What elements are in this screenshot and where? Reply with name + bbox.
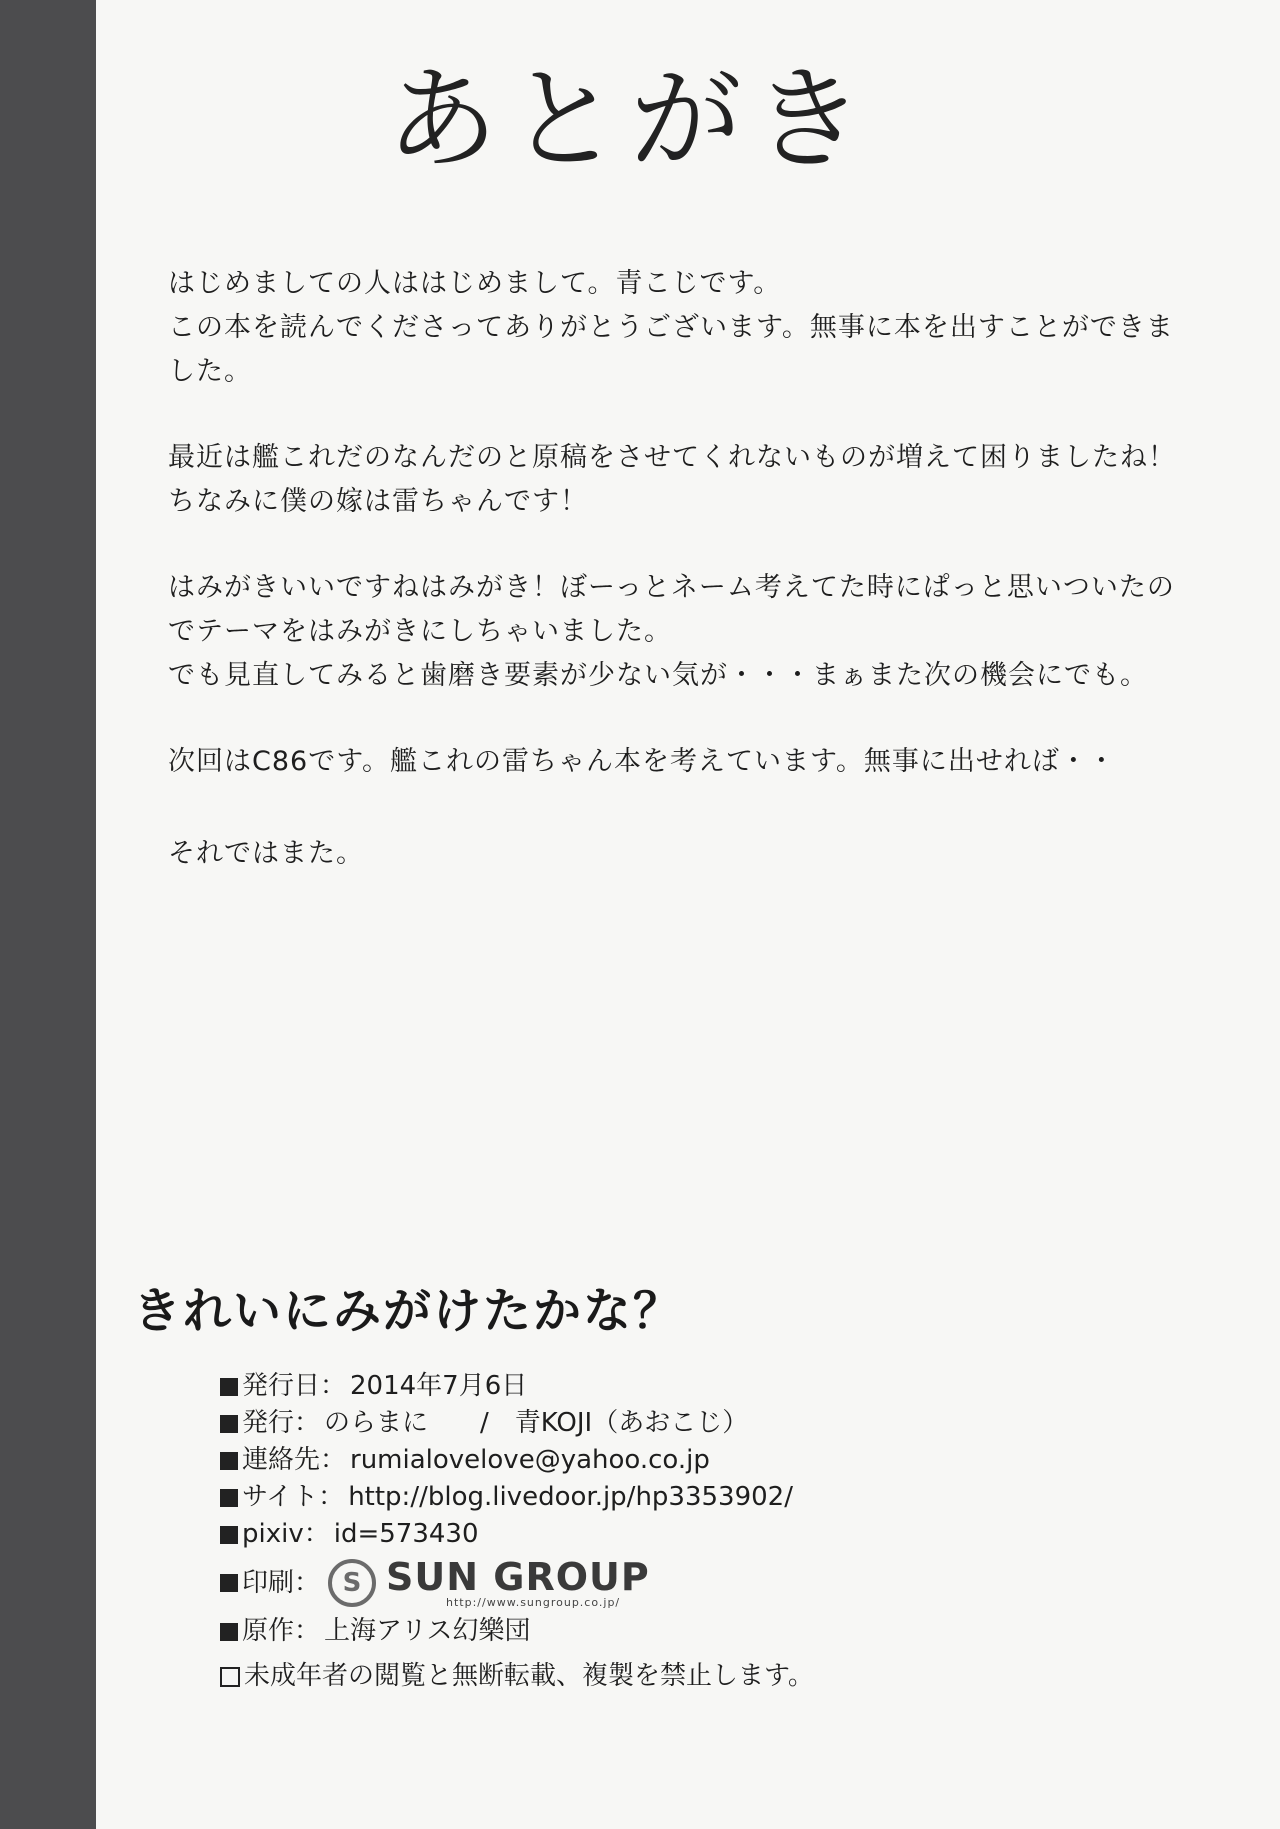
publisher-label: 発行： [242,1408,321,1438]
site-label: サイト： [242,1482,345,1512]
paragraph [168,436,1268,524]
colophon [220,1368,1020,1695]
contact-row [220,1442,1020,1479]
afterword-body [168,262,1268,918]
text-line: はじめましての人ははじめまして。青こじです。 [168,268,782,299]
text-line: でテーマをはみがきにしちゃいました。 [168,616,672,647]
text-line: はみがきいいですねはみがき！ぼーっとネーム考えてた時にぱっと思いついたの [168,572,1175,603]
paragraph [168,262,1268,394]
bullet-square-icon [220,1574,238,1592]
printing-label: 印刷： [242,1567,321,1598]
original-label: 原作： [242,1616,321,1646]
paragraph [168,566,1268,698]
text-line: 最近は艦これだのなんだのと原稿をさせてくれないものが増えて困りましたね！ [168,442,1176,473]
publisher-value: のらまに / 青KOJI（あおこじ） [324,1408,749,1438]
bullet-open-square-icon [220,1667,240,1687]
notice-row [220,1658,1020,1695]
sun-group-logo [328,1557,650,1609]
bullet-square-icon [220,1526,238,1544]
text-line: した。 [168,356,252,387]
pixiv-row [220,1516,1020,1553]
site-url: http://blog.livedoor.jp/hp3353902/ [348,1482,793,1512]
text-line: 次回はC86です。艦これの雷ちゃん本を考えています。無事に出せれば・・ [168,746,1116,777]
printing-row [220,1553,1020,1613]
publisher-row [220,1405,1020,1442]
issue-date-label: 発行日： [242,1371,347,1401]
paragraph [168,740,1268,784]
bullet-square-icon [220,1415,238,1433]
issue-date-row [220,1368,1020,1405]
issue-date-value: 2014年7月6日 [350,1371,528,1401]
site-row [220,1479,1020,1516]
printer-url: http://www.sungroup.co.jp/ [446,1596,621,1609]
paragraph [168,832,1268,876]
contact-label: 連絡先： [242,1445,347,1475]
colophon-book-title: きれいにみがけたかな？ [133,1283,684,1339]
bullet-square-icon [220,1378,238,1396]
binding-spine [0,0,96,1829]
notice-text: 未成年者の閲覧と無断転載、複製を禁止します。 [244,1661,814,1691]
pixiv-id: id=573430 [333,1519,479,1549]
sun-group-logo-icon: S [328,1559,376,1607]
original-value: 上海アリス幻樂団 [324,1616,531,1646]
text-line: この本を読んでくださってありがとうございます。無事に本を出すことができま [168,312,1174,343]
bullet-square-icon [220,1623,238,1641]
sun-group-logo-text [386,1557,650,1609]
pixiv-label: pixiv： [242,1519,330,1549]
bullet-square-icon [220,1489,238,1507]
printer-name: SUN GROUP [386,1555,650,1599]
text-line: それではまた。 [168,838,364,869]
original-row [220,1613,1020,1650]
text-line: でも見直してみると歯磨き要素が少ない気が・・・まぁまた次の機会にでも。 [168,660,1148,691]
text-line: ちなみに僕の嫁は雷ちゃんです！ [168,486,588,517]
page-title: あとがき [386,55,874,185]
contact-email: rumialovelove@yahoo.co.jp [350,1445,710,1475]
bullet-square-icon [220,1452,238,1470]
